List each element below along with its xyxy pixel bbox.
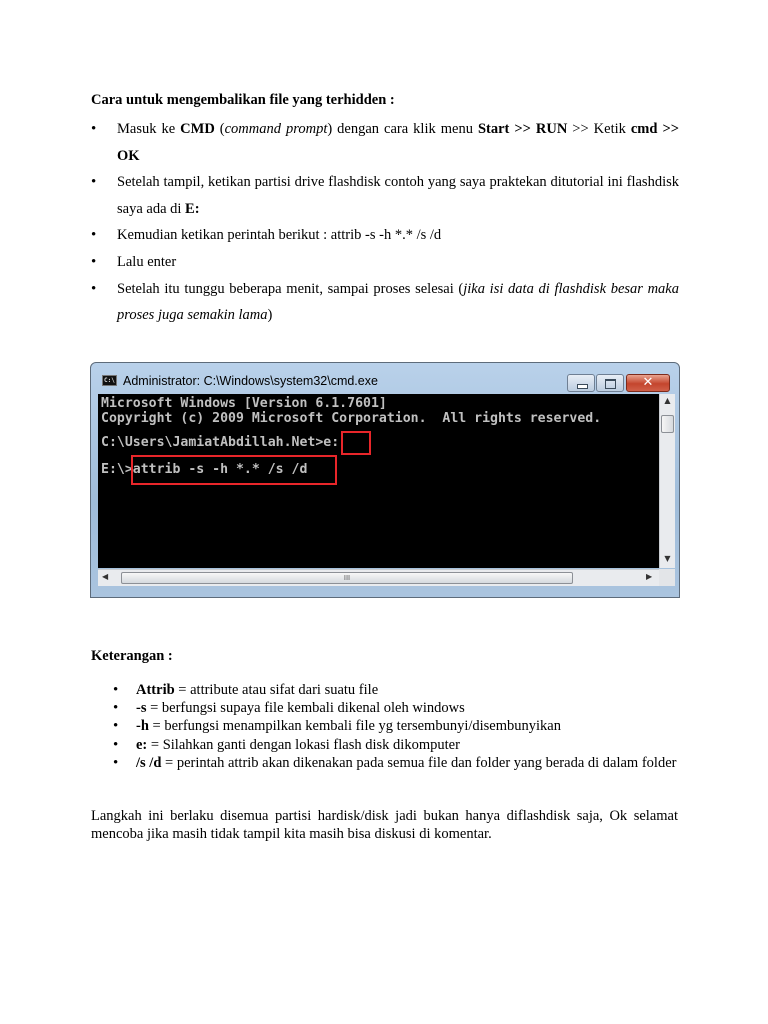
maximize-button[interactable] (596, 374, 624, 392)
highlight-drive-command (341, 431, 371, 455)
list-item: • Attrib = attribute atau sifat dari suatu file (113, 681, 678, 699)
scroll-right-icon[interactable]: ▶ (646, 572, 653, 581)
list-item: • Setelah tampil, ketikan partisi drive flashdisk contoh yang saya praktekan ditutorial ini flashdisk saya ada di E: (91, 169, 679, 222)
scrollbar-thumb[interactable] (661, 415, 674, 433)
scrollbar-thumb[interactable]: III (121, 572, 573, 584)
console-line: Microsoft Windows [Version 6.1.7601] (101, 396, 387, 411)
scroll-left-icon[interactable]: ◀ (102, 572, 109, 581)
notes-list (113, 681, 678, 772)
window-titlebar (91, 363, 679, 393)
minimize-button[interactable] (567, 374, 595, 392)
list-item: • Lalu enter (91, 249, 679, 276)
vertical-scrollbar[interactable] (659, 394, 675, 568)
list-item: • -h = berfungsi menampilkan kembali file yg tersembunyi/disembunyikan (113, 717, 678, 735)
close-icon: ✕ (642, 375, 654, 390)
list-item: • Kemudian ketikan perintah berikut : attrib -s -h *.* /s /d (91, 222, 679, 249)
console-line: E:\>attrib -s -h *.* /s /d (101, 462, 308, 477)
horizontal-scrollbar[interactable] (98, 569, 659, 586)
list-item: • /s /d = perintah attrib akan dikenakan pada semua file dan folder yang berada di dalam folder (113, 754, 678, 772)
console-line: Copyright (c) 2009 Microsoft Corporation. All rights reserved. (101, 411, 602, 426)
list-item: • -s = berfungsi supaya file kembali dikenal oleh windows (113, 699, 678, 717)
list-item: • Masuk ke CMD (command prompt) dengan cara klik menu Start >> RUN >> Ketik cmd >> OK (91, 116, 679, 169)
console-line: C:\Users\JamiatAbdillah.Net>e: (101, 435, 340, 450)
close-button[interactable] (626, 374, 670, 392)
page-heading: Cara untuk mengembalikan file yang terhidden : (91, 92, 395, 108)
scroll-down-icon[interactable]: ▼ (664, 554, 671, 563)
closing-paragraph: Langkah ini berlaku disemua partisi hardisk/disk jadi bukan hanya diflashdisk saja, Ok selamat mencoba jika masih tidak tampil kita masih bisa diskusi di komentar. (91, 808, 678, 842)
minimize-icon (577, 384, 588, 389)
cmd-icon: C:\ (102, 375, 117, 386)
list-item: • Setelah itu tunggu beberapa menit, sampai proses selesai (jika isi data di flashdisk besar maka proses juga semakin lama) (91, 276, 679, 329)
maximize-icon (605, 379, 616, 389)
scrollbar-corner (659, 569, 675, 586)
list-item: • e: = Silahkan ganti dengan lokasi flash disk dikomputer (113, 736, 678, 754)
highlight-attrib-command (131, 455, 337, 485)
window-title: Administrator: C:\Windows\system32\cmd.exe (123, 374, 378, 388)
cmd-window-screenshot (90, 362, 680, 598)
scroll-up-icon[interactable]: ▲ (664, 396, 671, 405)
keterangan-heading: Keterangan : (91, 648, 173, 664)
console-output[interactable] (98, 394, 659, 568)
steps-list (91, 116, 679, 329)
